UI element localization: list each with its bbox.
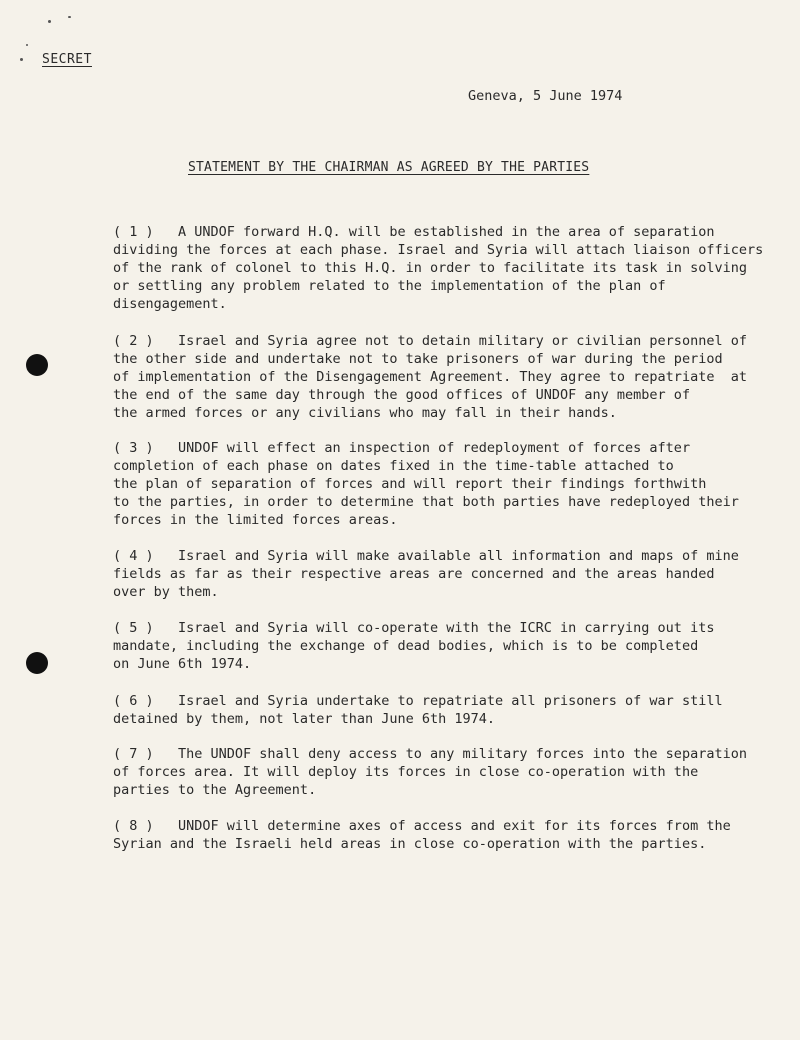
statement-title: STATEMENT BY THE CHAIRMAN AS AGREED BY THE PARTIES xyxy=(188,160,590,175)
paper-speck xyxy=(68,16,71,18)
paragraph-line: to the parties, in order to determine that both parties have redeployed their xyxy=(113,494,739,510)
paragraph-line: of the rank of colonel to this H.Q. in order to facilitate its task in solving xyxy=(113,260,747,276)
paragraph-line: or settling any problem related to the implementation of the plan of xyxy=(113,278,666,294)
paragraph-line: ( 6 ) Israel and Syria undertake to repatriate all prisoners of war still xyxy=(113,693,723,709)
paragraph-line: on June 6th 1974. xyxy=(113,656,252,672)
paragraph-line: of implementation of the Disengagement Agreement. They agree to repatriate at xyxy=(113,369,747,385)
classification-marking: SECRET xyxy=(42,52,92,67)
paragraph-line: the armed forces or any civilians who may fall in their hands. xyxy=(113,405,617,421)
paragraph-line: fields as far as their respective areas are concerned and the areas handed xyxy=(113,566,715,582)
paragraph-line: the other side and undertake not to take prisoners of war during the period xyxy=(113,351,723,367)
paragraph-line: ( 4 ) Israel and Syria will make available all information and maps of mine xyxy=(113,548,739,564)
paragraph-7 xyxy=(113,745,763,799)
paragraph-1 xyxy=(113,223,763,313)
paragraph-line: parties to the Agreement. xyxy=(113,782,317,798)
paragraph-line: mandate, including the exchange of dead bodies, which is to be completed xyxy=(113,638,699,654)
paragraph-line: ( 1 ) A UNDOF forward H.Q. will be established in the area of separation xyxy=(113,224,715,240)
paragraph-line: of forces area. It will deploy its forces in close co-operation with the xyxy=(113,764,699,780)
paragraph-line: disengagement. xyxy=(113,296,227,312)
paragraph-line: forces in the limited forces areas. xyxy=(113,512,398,528)
paragraph-line: ( 5 ) Israel and Syria will co-operate with the ICRC in carrying out its xyxy=(113,620,715,636)
paragraph-line: completion of each phase on dates fixed in the time-table attached to xyxy=(113,458,674,474)
place-and-date: Geneva, 5 June 1974 xyxy=(468,88,623,104)
paragraph-line: Syrian and the Israeli held areas in close co-operation with the parties. xyxy=(113,836,707,852)
paragraph-8 xyxy=(113,817,763,853)
punch-hole xyxy=(26,354,48,376)
paragraph-line: ( 3 ) UNDOF will effect an inspection of redeployment of forces after xyxy=(113,440,691,456)
paragraph-line: ( 7 ) The UNDOF shall deny access to any military forces into the separation xyxy=(113,746,747,762)
paragraph-line: detained by them, not later than June 6th 1974. xyxy=(113,711,496,727)
paragraph-line: ( 2 ) Israel and Syria agree not to detain military or civilian personnel of xyxy=(113,333,747,349)
paragraph-4 xyxy=(113,547,763,601)
paragraph-3 xyxy=(113,439,763,529)
paragraph-2 xyxy=(113,332,763,422)
paper-speck xyxy=(26,44,28,46)
paragraph-line: over by them. xyxy=(113,584,219,600)
paragraph-line: ( 8 ) UNDOF will determine axes of access and exit for its forces from the xyxy=(113,818,731,834)
paragraph-line: dividing the forces at each phase. Israel and Syria will attach liaison officers xyxy=(113,242,764,258)
paragraph-line: the end of the same day through the good offices of UNDOF any member of xyxy=(113,387,691,403)
paragraph-line: the plan of separation of forces and will report their findings forthwith xyxy=(113,476,707,492)
paper-speck xyxy=(20,58,23,61)
punch-hole xyxy=(26,652,48,674)
paragraph-5 xyxy=(113,619,763,673)
paper-speck xyxy=(48,20,51,23)
paragraph-6 xyxy=(113,692,763,728)
